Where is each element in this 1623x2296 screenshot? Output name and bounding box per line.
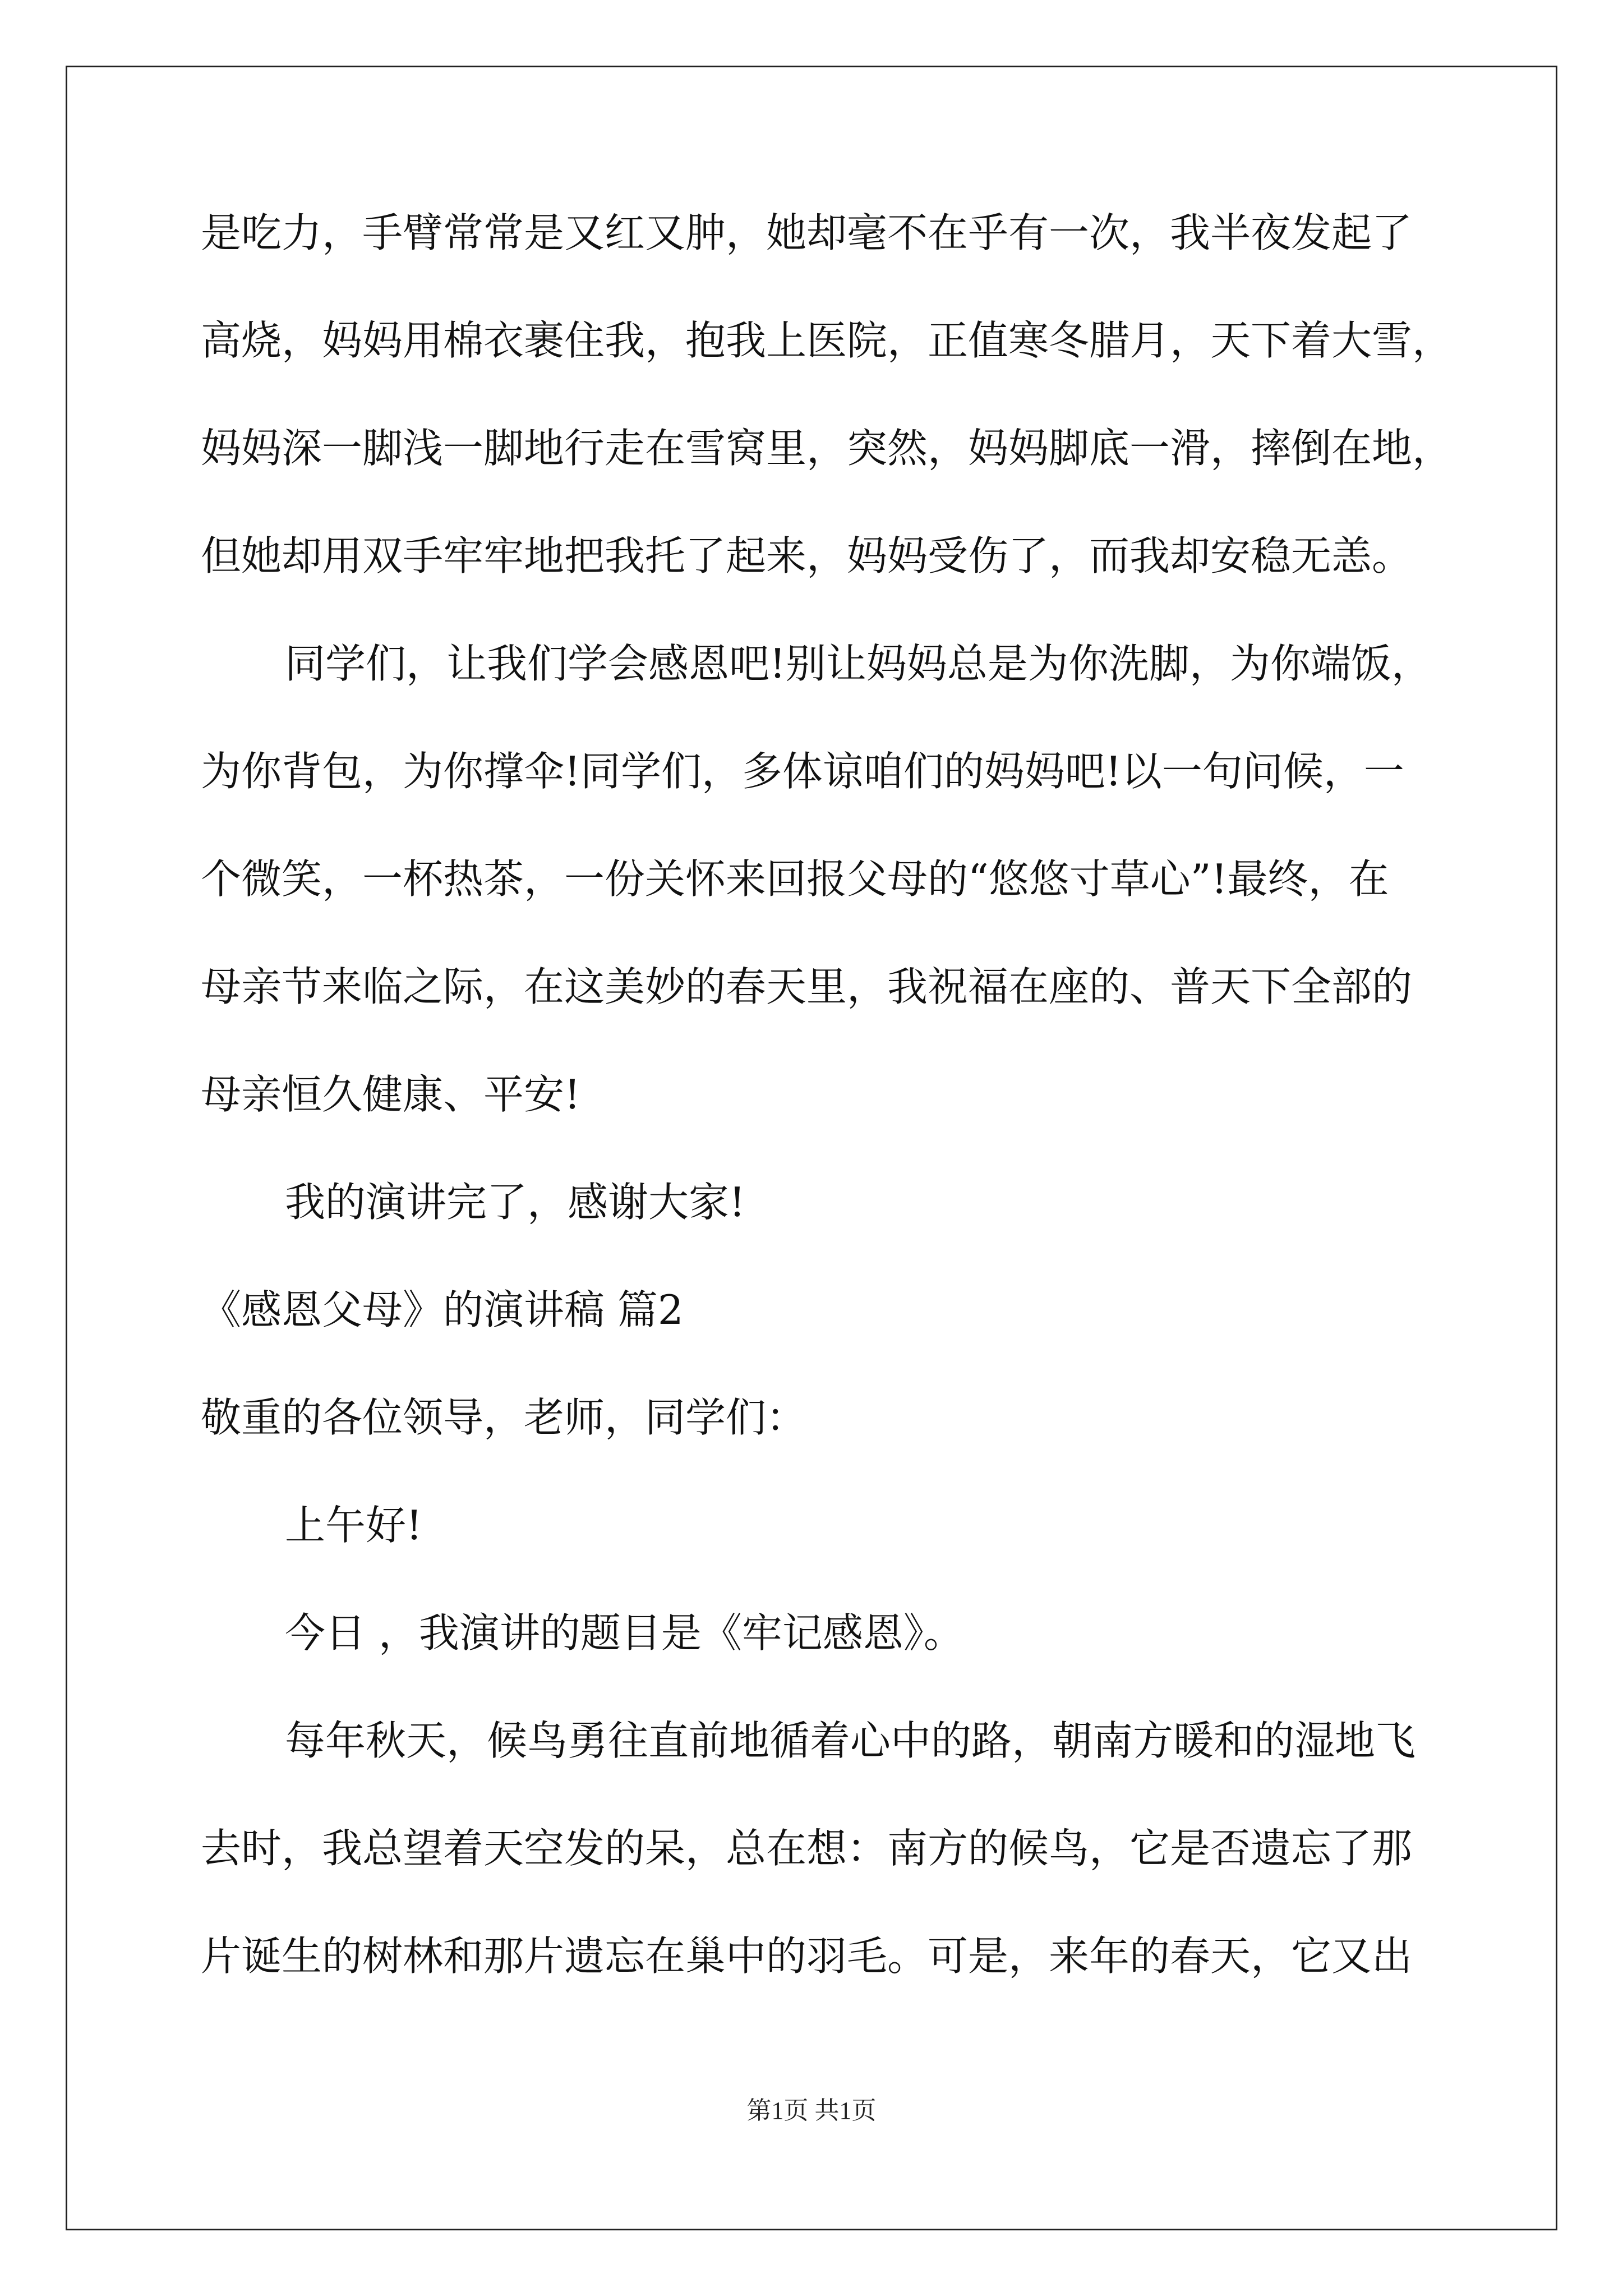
text-line-6: 为你背包，为你撑伞!同学们，多体谅咱们的妈妈吧!以一句问候，一 — [201, 748, 1404, 795]
text-line-17: 片诞生的树林和那片遗忘在巢中的羽毛。可是，来年的春天，它又出 — [201, 1932, 1413, 1980]
paragraph-line-15: 每年秋天，候鸟勇往直前地循着心中的路，朝南方暖和的湿地飞 — [285, 1717, 1416, 1764]
text-line-7: 个微笑，一杯热茶，一份关怀来回报父母的“悠悠寸草心”!最终，在 — [201, 855, 1389, 903]
text-line-16: 去时，我总望着天空发的呆，总在想：南方的候鸟，它是否遗忘了那 — [201, 1825, 1413, 1872]
text-line-4: 但她却用双手牢牢地把我托了起来，妈妈受伤了，而我却安稳无恙。 — [201, 532, 1413, 579]
text-line-1: 是吃力，手臂常常是又红又肿，她却毫不在乎有一次，我半夜发起了 — [201, 209, 1413, 256]
paragraph-line-5: 同学们，让我们学会感恩吧!别让妈妈总是为你洗脚，为你端饭， — [285, 640, 1432, 687]
closing-line: 我的演讲完了，感谢大家! — [285, 1179, 745, 1226]
text-line-8: 母亲节来临之际，在这美妙的春天里，我祝福在座的、普天下全部的 — [201, 963, 1413, 1010]
topic-line: 今日 ，我演讲的题目是《牢记感恩》。 — [285, 1609, 964, 1657]
salutation-line: 敬重的各位领导，老师，同学们： — [201, 1394, 807, 1441]
text-line-2: 高烧，妈妈用棉衣裹住我，抱我上医院，正值寒冬腊月，天下着大雪， — [201, 317, 1453, 364]
text-line-3: 妈妈深一脚浅一脚地行走在雪窝里，突然，妈妈脚底一滑，摔倒在地， — [201, 425, 1453, 472]
page-border — [66, 66, 1557, 2230]
greeting-line: 上午好! — [285, 1502, 422, 1549]
text-line-9: 母亲恒久健康、平安! — [201, 1071, 580, 1118]
section-heading: 《感恩父母》的演讲稿 篇2 — [201, 1286, 684, 1333]
page-footer: 第1页 共1页 — [746, 2097, 877, 2124]
